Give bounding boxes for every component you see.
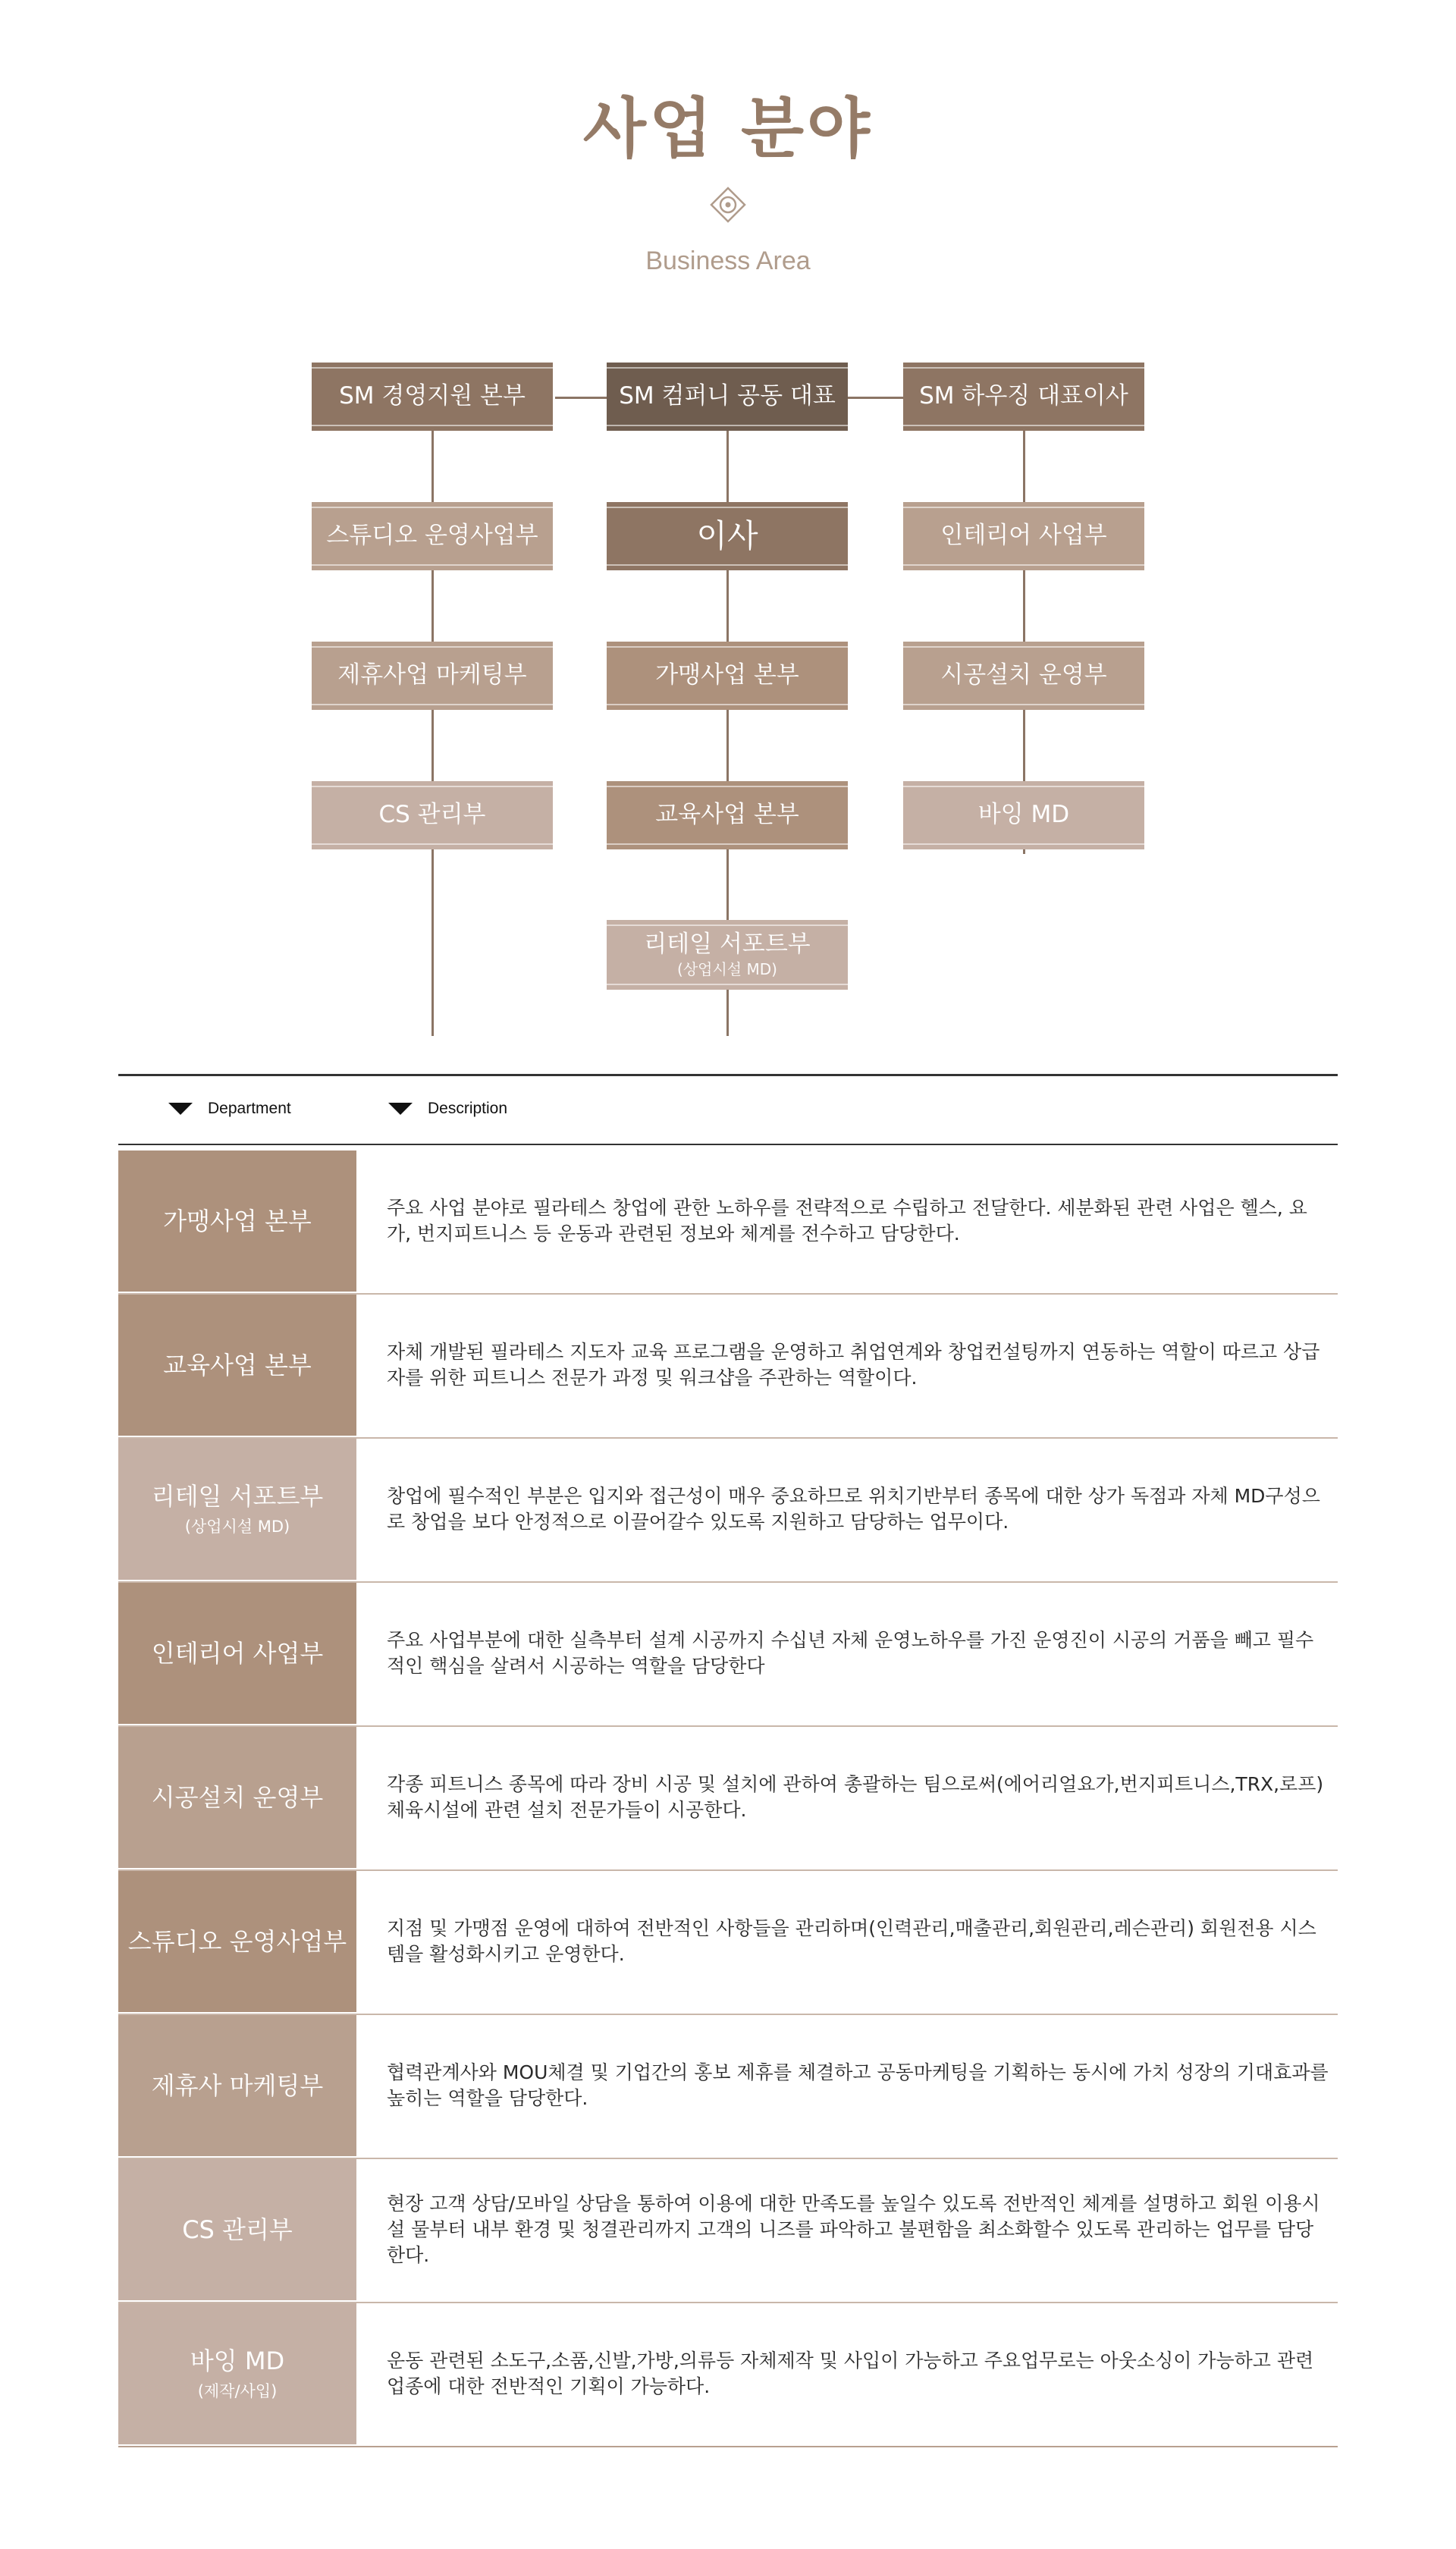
table-row [118, 1295, 1338, 1439]
org-box-left-3: CS 관리부 [312, 781, 553, 849]
org-box-right-3: 바잉 MD [903, 781, 1144, 849]
column-header-description: Description [388, 1100, 507, 1118]
org-box-right-1: 인테리어 사업부 [903, 502, 1144, 570]
description-cell: 현장 고객 상담/모바일 상담을 통하여 이용에 대한 만족도를 높일수 있도록 전반적인 체계를 설명하고 회원 이용시설 물부터 내부 환경 및 청결관리까지 고객의 니즈를 파악하고 불편함을 최소화할수 있도록 관리하는 업무를 담당한다. [387, 2193, 1320, 2266]
table-row [118, 1727, 1338, 1871]
description-cell: 각종 피트니스 종목에 따라 장비 시공 및 설치에 관하여 총괄하는 팀으로써(에어리얼요가,번지피트니스,TRX,로프) 체육시설에 관련 설치 전문가들이 시공한다. [387, 1773, 1324, 1821]
department-cell: CS 관리부 [118, 2159, 356, 2300]
department-cell: 제휴사 마케팅부 [118, 2015, 356, 2156]
page-title: 사업 분야 [582, 91, 874, 167]
row-divider [118, 2446, 1338, 2447]
table-row [118, 2015, 1338, 2159]
org-box-center-2: 가맹사업 본부 [607, 642, 848, 710]
org-box-right-2: 시공설치 운영부 [903, 642, 1144, 710]
department-cell: 리테일 서포트부 (상업시설 MD) [118, 1439, 356, 1580]
org-chart [0, 0, 1456, 1009]
description-cell: 주요 사업부분에 대한 실측부터 설계 시공까지 수십년 자체 운영노하우를 가진 운영진이 시공의 거품을 빼고 필수적인 핵심을 살려서 시공하는 역할을 담당한다 [387, 1629, 1314, 1677]
triangle-down-icon [168, 1103, 193, 1115]
org-box-ceo: SM 컴퍼니 공동 대표 [607, 363, 848, 431]
table-row [118, 1871, 1338, 2015]
table-row [118, 1439, 1338, 1583]
table-header-rule [118, 1144, 1338, 1145]
department-cell: 스튜디오 운영사업부 [118, 1871, 356, 2012]
org-box-center-3: 교육사업 본부 [607, 781, 848, 849]
org-box-housing-ceo: SM 하우징 대표이사 [903, 363, 1144, 431]
org-box-retail-support: 리테일 서포트부 (상업시설 MD) [607, 920, 848, 990]
triangle-down-icon [388, 1103, 413, 1115]
column-header-department: Department [168, 1100, 291, 1118]
table-row [118, 1151, 1338, 1295]
description-cell: 자체 개발된 필라테스 지도자 교육 프로그램을 운영하고 취업연계와 창업컨설팅까지 연동하는 역할이 따르고 상급자를 위한 피트니스 전문가 과정 및 워크샵을 주관하는 역할이다. [387, 1341, 1320, 1389]
org-box-management-support: SM 경영지원 본부 [312, 363, 553, 431]
table-row [118, 2159, 1338, 2303]
description-cell: 창업에 필수적인 부분은 입지와 접근성이 매우 중요하므로 위치기반부터 종목에 대한 상가 독점과 자체 MD구성으로 창업을 보다 안정적으로 이끌어갈수 있도록 지원하고 담당하는 업무이다. [387, 1485, 1320, 1533]
description-cell: 주요 사업 분야로 필라테스 창업에 관한 노하우를 전략적으로 수립하고 전달한다. 세분화된 관련 사업은 헬스, 요가, 번지피트니스 등 운동과 관련된 정보와 체계를 전수하고 담당한다. [387, 1197, 1307, 1245]
description-cell: 지점 및 가맹점 운영에 대하여 전반적인 사항들을 관리하며(인력관리,매출관리,회원관리,레슨관리) 회원전용 시스템을 활성화시키고 운영한다. [387, 1917, 1316, 1965]
department-cell: 교육사업 본부 [118, 1295, 356, 1436]
department-cell: 가맹사업 본부 [118, 1151, 356, 1292]
org-box-left-1: 스튜디오 운영사업부 [312, 502, 553, 570]
department-cell: 인테리어 사업부 [118, 1583, 356, 1724]
org-box-director: 이사 [607, 502, 848, 570]
org-box-left-2: 제휴사업 마케팅부 [312, 642, 553, 710]
department-cell: 바잉 MD (제작/사입) [118, 2303, 356, 2444]
table-row [118, 2303, 1338, 2447]
page-subtitle: Business Area [645, 246, 811, 275]
description-cell: 협력관계사와 MOU체결 및 기업간의 홍보 제휴를 체결하고 공동마케팅을 기획하는 동시에 가치 성장의 기대효과를 높히는 역할을 담당한다. [387, 2061, 1329, 2109]
description-cell: 운동 관련된 소도구,소품,신발,가방,의류등 자체제작 및 사입이 가능하고 주요업무로는 아웃소싱이 가능하고 관련업종에 대한 전반적인 기획이 가능하다. [387, 2350, 1314, 2397]
department-cell: 시공설치 운영부 [118, 1727, 356, 1868]
table-row [118, 1583, 1338, 1727]
table-top-rule [118, 1074, 1338, 1076]
connector-line [855, 397, 910, 399]
